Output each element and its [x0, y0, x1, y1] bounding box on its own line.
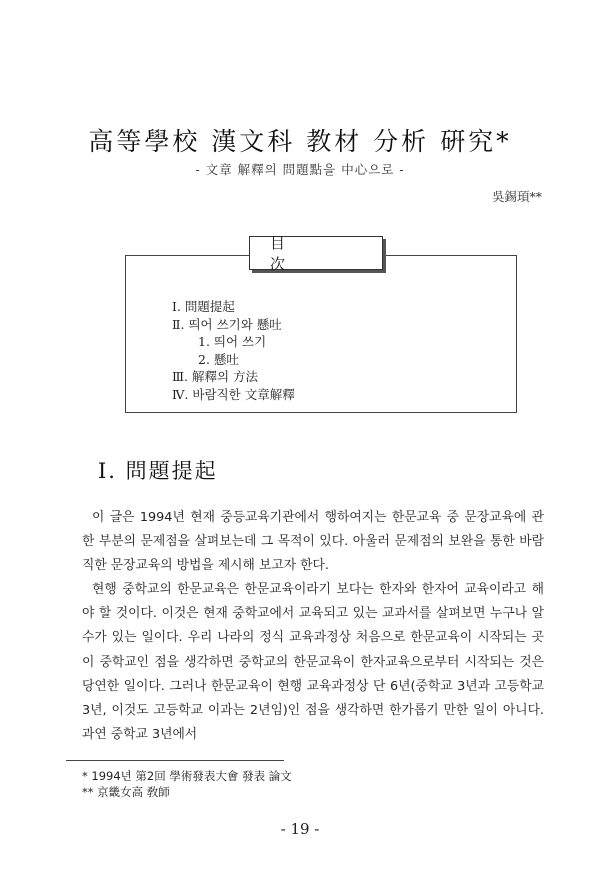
toc-item: 1. 띄어 쓰기	[198, 334, 267, 349]
footnote: * 1994년 第2回 學術發表大會 發表 論文	[82, 769, 292, 783]
footnote-divider	[66, 760, 284, 761]
author-name: 吳錫頊**	[491, 189, 542, 204]
toc-list	[172, 298, 295, 403]
footnote: ** 京畿女高 敎師	[82, 785, 170, 799]
toc-item: Ⅲ. 解釋의 方法	[172, 369, 259, 384]
page-number: - 19 -	[280, 820, 320, 838]
toc-heading: 目 次	[249, 236, 383, 270]
paper-subtitle: - 文章 解釋의 問題點을 中心으로 -	[195, 162, 405, 177]
body-paragraph: 이 글은 1994년 현재 중등교육기관에서 행하여지는 한문교육 중 문장교육에 관한 부분의 문제점을 살펴보는데 그 목적이 있다. 아울러 문제점의 보완을 통한 바람직한 문장교육의 방법을 제시해 보고자 한다.	[82, 510, 544, 574]
toc-item: Ⅳ. 바람직한 文章解釋	[172, 386, 295, 402]
section-heading: Ⅰ. 問題提起	[98, 459, 218, 483]
toc-item: Ⅱ. 띄어 쓰기와 懸吐	[172, 316, 282, 332]
toc-item: 2. 懸吐	[198, 351, 239, 367]
paper-title: 高等學校 漢文科 教材 分析 硏究*	[88, 127, 512, 156]
toc-item: Ⅰ. 問題提起	[172, 299, 235, 314]
body-paragraph: 현행 중학교의 한문교육은 한문교육이라기 보다는 한자와 한자어 교육이라고 해야 할 것이다. 이것은 현재 중학교에서 교육되고 있는 교과서를 살펴보면 누구나 알 수가 있는 일이다. 우리 나라의 정식 교육과정상 처음으로 한문교육이 시작되는 곳이 중학교인 점을 생각하면 중학교의 한문교육이 한자교육으로부터 시작되는 것은 당연한 일이다. 그러나 한문교육이 현행 교육과정상 단 6년(중학교 3년과 고등학교 3년, 이것도 고등학교 이과는 2년임)인 점을 생각하면 한가롭기 만한 일이 아니다. 과연 중학교 3년에서	[82, 582, 544, 743]
